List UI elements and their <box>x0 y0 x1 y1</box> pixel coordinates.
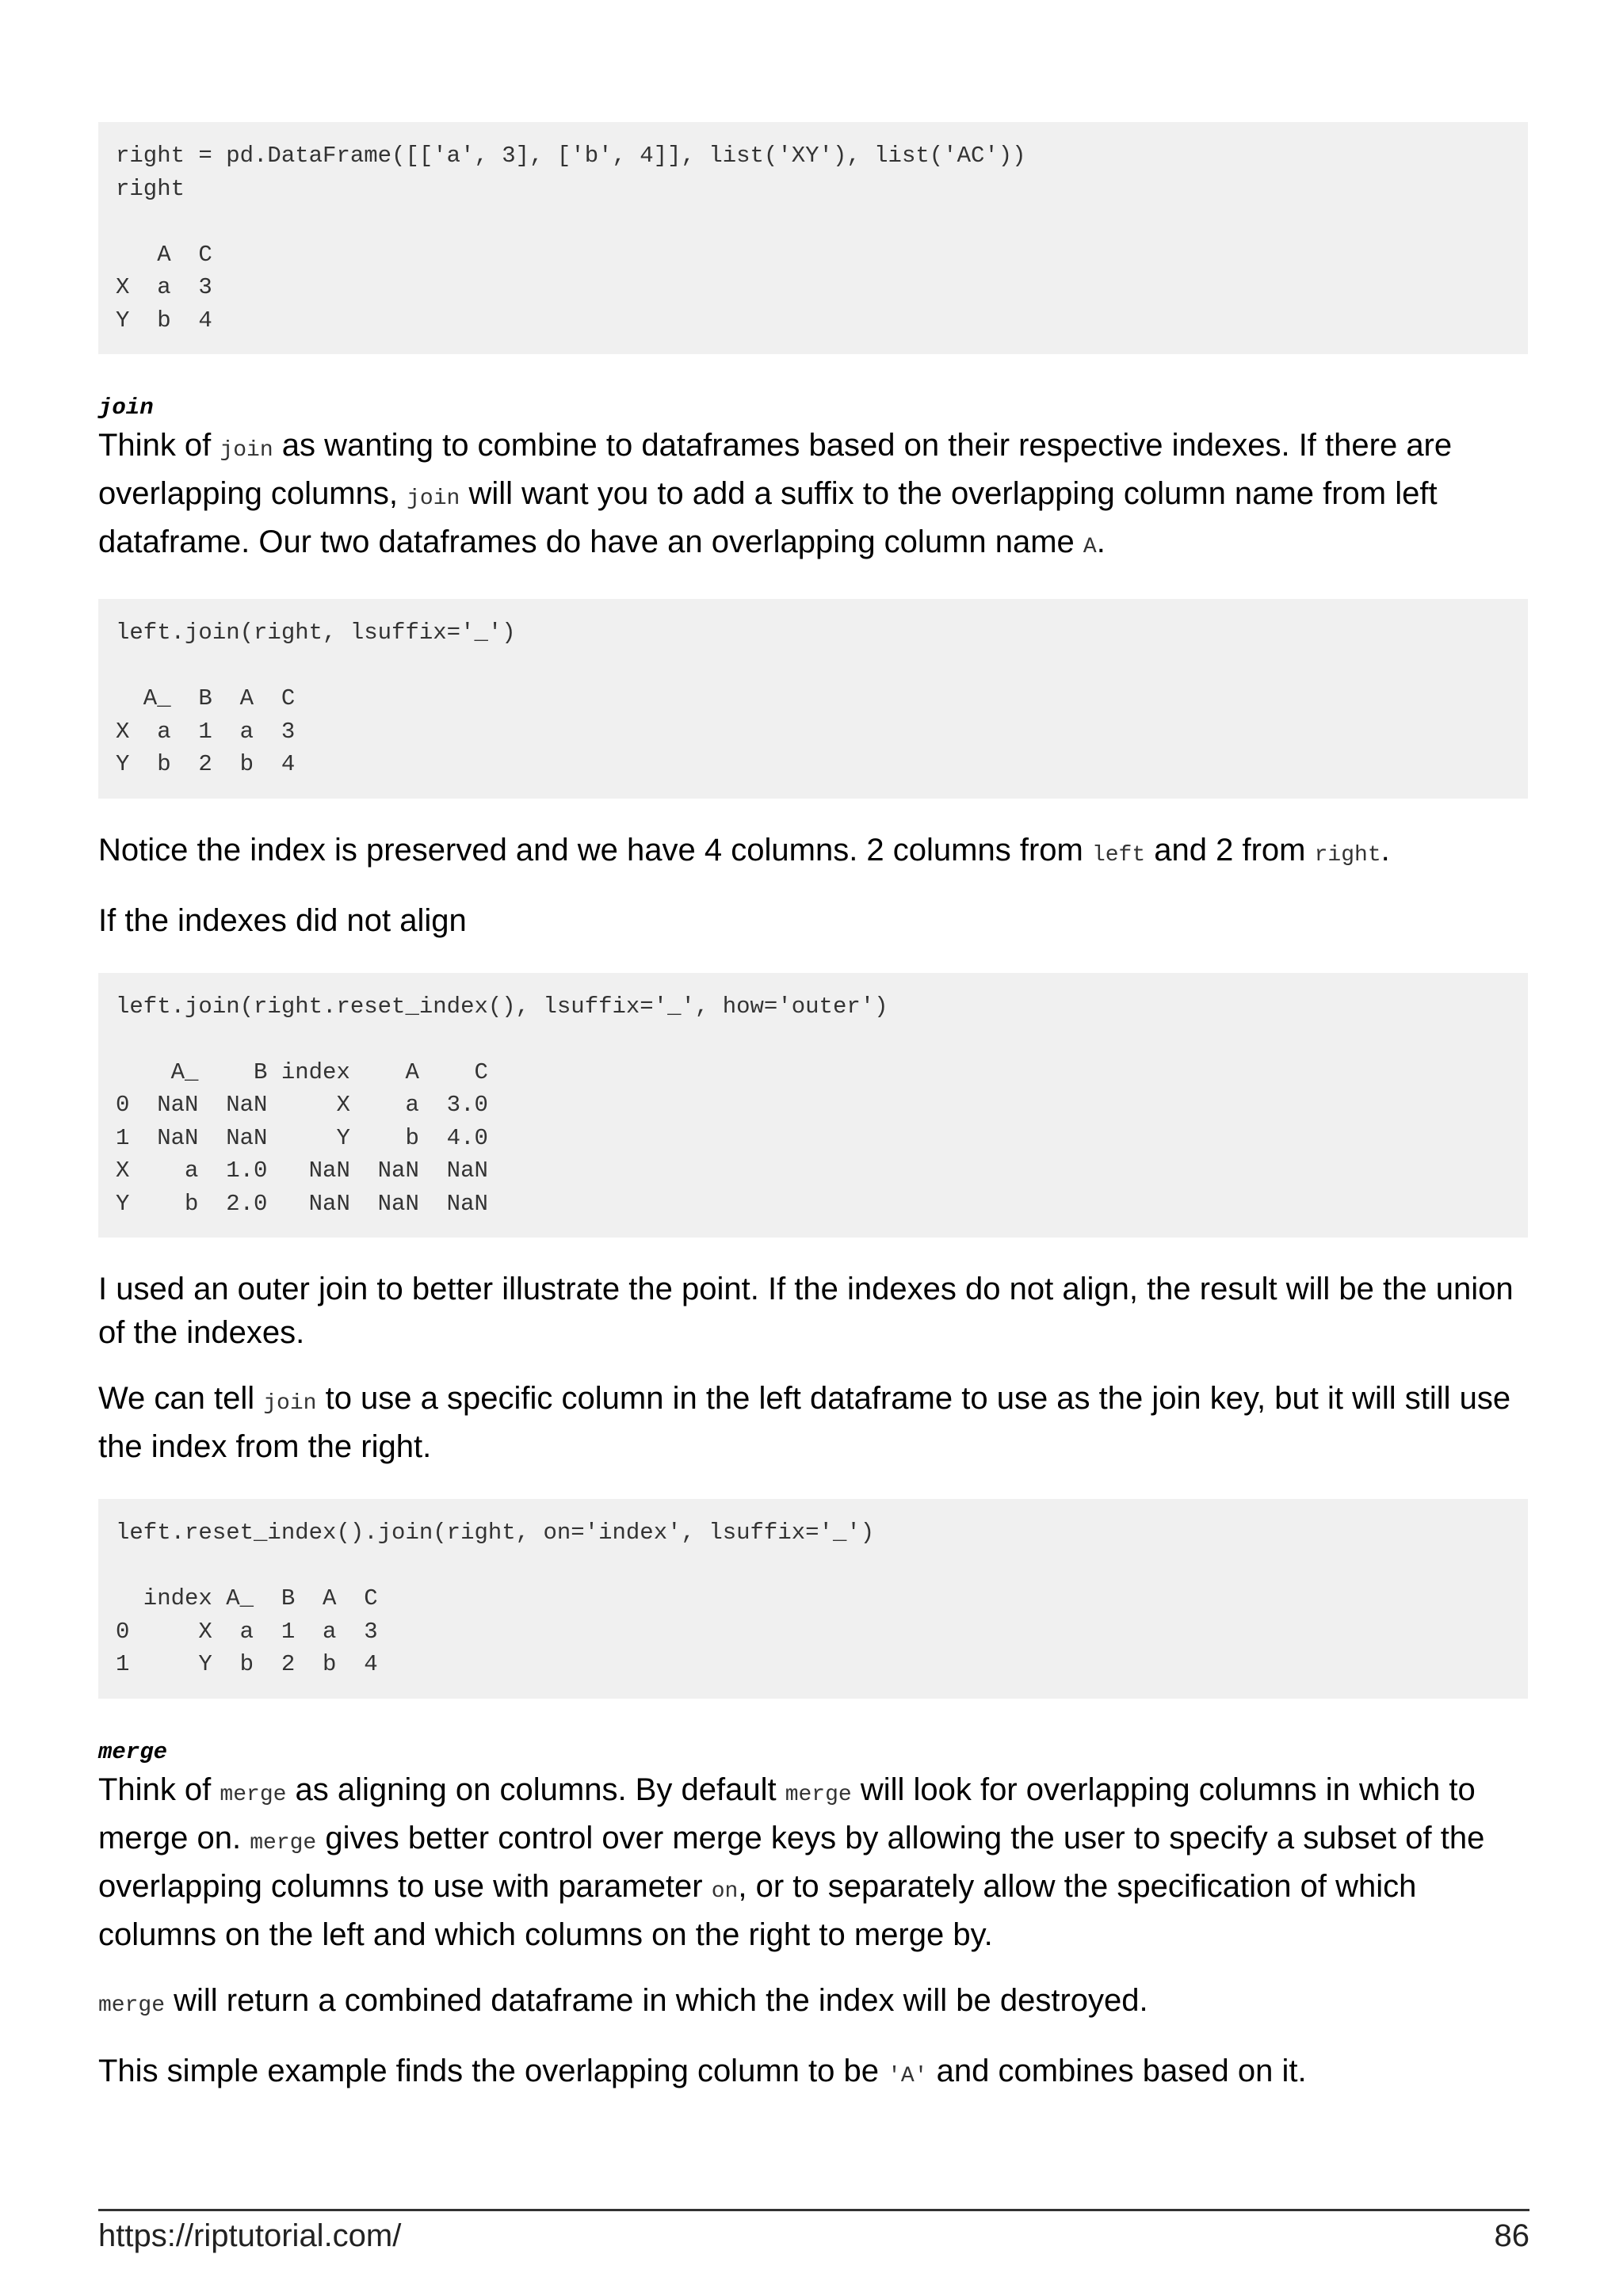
paragraph-text: gives better control over merge keys by allowing the user to specify a subset of the overlapping columns to use with parameter <box>98 1820 1485 1904</box>
paragraph-merge-intro <box>98 1768 1528 1957</box>
inline-code: on <box>711 1878 739 1904</box>
paragraph-text: and 2 from <box>1145 832 1315 868</box>
code-block-left-join <box>98 599 1528 799</box>
inline-code: join <box>263 1391 317 1416</box>
code-line: right = pd.DataFrame([['a', 3], ['b', 4]], list('XY'), list('AC')) <box>116 143 1026 169</box>
paragraph-text: to use a specific column in the left dataframe to use as the join key, but it will still use the index from the right. <box>98 1381 1511 1464</box>
section-heading-merge: merge <box>98 1738 168 1765</box>
inline-code: 'A' <box>888 2063 928 2088</box>
paragraph-outer-join-explanation <box>98 1268 1528 1355</box>
paragraph-text: . <box>1381 832 1390 868</box>
code-line: Y b 2.0 NaN NaN NaN <box>116 1190 488 1217</box>
inline-code: right <box>1314 842 1381 868</box>
code-line: left.reset_index().join(right, on='index', lsuffix='_') <box>116 1520 875 1546</box>
code-line: A C <box>116 241 212 268</box>
code-line: 1 Y b 2 b 4 <box>116 1651 378 1677</box>
section-heading-join: join <box>98 395 154 421</box>
code-line: Y b 2 b 4 <box>116 751 296 777</box>
code-line: X a 1 a 3 <box>116 718 296 745</box>
inline-code: merge <box>98 1993 166 2018</box>
paragraph-join-intro <box>98 424 1528 569</box>
paragraph-merge-example <box>98 2050 1528 2098</box>
paragraph-text: will return a combined dataframe in which the index will be destroyed. <box>165 1982 1148 2018</box>
paragraph-text: will want you to add a suffix to the overlapping column name from left dataframe. Our two dataframes do have an overlapping column name <box>98 476 1438 559</box>
code-line: index A_ B A C <box>116 1585 378 1611</box>
paragraph-text: will look for overlapping columns in which to merge on. <box>98 1772 1476 1855</box>
paragraph-text: , or to separately allow the specification of which columns on the left and which columns on the right to merge by. <box>98 1868 1417 1952</box>
code-line <box>116 650 1510 683</box>
paragraph-text: as aligning on columns. By default <box>286 1772 785 1807</box>
paragraph-text: . <box>1096 524 1106 559</box>
code-line: 1 NaN NaN Y b 4.0 <box>116 1124 488 1151</box>
paragraph-text: We can tell <box>98 1381 264 1416</box>
inline-code: A <box>1083 535 1097 559</box>
code-line: left.join(right.reset_index(), lsuffix='_', how='outer') <box>116 993 888 1020</box>
code-line: left.join(right, lsuffix='_') <box>116 620 516 646</box>
paragraph-indexes-not-align <box>98 899 1528 943</box>
code-line: 0 NaN NaN X a 3.0 <box>116 1092 488 1118</box>
paragraph-text: This simple example finds the overlapping column to be <box>98 2053 888 2088</box>
code-line <box>116 1550 1510 1583</box>
page-footer <box>98 2209 1529 2256</box>
paragraph-text: I used an outer join to better illustrate the point. If the indexes do not align, the result will be the union of the indexes. <box>98 1272 1514 1350</box>
code-line: A_ B A C <box>116 685 296 711</box>
code-line: Y b 4 <box>116 307 212 334</box>
code-line <box>116 1023 1510 1056</box>
paragraph-text: Think of <box>98 1772 220 1807</box>
inline-code: join <box>407 486 460 511</box>
inline-code: join <box>220 438 273 463</box>
paragraph-text: as wanting to combine to dataframes based on their respective indexes. If there are overlapping columns, <box>98 428 1453 511</box>
code-line: X a 1.0 NaN NaN NaN <box>116 1158 488 1184</box>
code-line: right <box>116 175 185 202</box>
page-content <box>98 122 1528 2098</box>
inline-code: left <box>1091 842 1146 868</box>
code-line <box>116 205 1510 238</box>
code-block-outer-join <box>98 973 1528 1238</box>
code-line: 0 X a 1 a 3 <box>116 1618 378 1645</box>
paragraph-index-preserved <box>98 829 1528 877</box>
code-block-join-on-index <box>98 1499 1528 1699</box>
inline-code: merge <box>785 1782 852 1807</box>
paragraph-text: and combines based on it. <box>927 2053 1307 2088</box>
code-block-right-dataframe <box>98 122 1528 354</box>
code-line: X a 3 <box>116 274 212 300</box>
footer-url[interactable]: https://riptutorial.com/ <box>98 2218 402 2253</box>
paragraph-merge-index-destroyed <box>98 1979 1528 2027</box>
inline-code: merge <box>220 1782 287 1807</box>
paragraph-join-key <box>98 1377 1528 1469</box>
paragraph-text: Think of <box>98 428 220 463</box>
code-line: A_ B index A C <box>116 1058 488 1085</box>
footer-page-number: 86 <box>1494 2218 1529 2253</box>
inline-code: merge <box>250 1830 317 1855</box>
paragraph-text: If the indexes did not align <box>98 902 467 938</box>
paragraph-text: Notice the index is preserved and we have 4 columns. 2 columns from <box>98 832 1092 868</box>
